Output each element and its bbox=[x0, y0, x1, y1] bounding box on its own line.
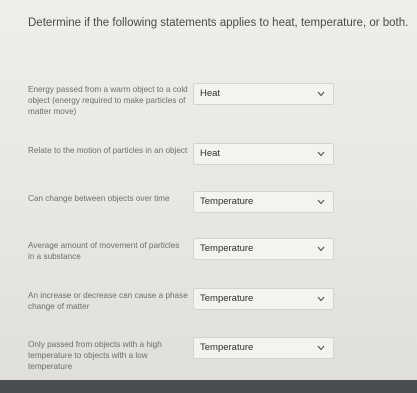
statement-text: Can change between objects over time bbox=[28, 194, 170, 203]
answer-dropdown[interactable] bbox=[193, 191, 334, 213]
answer-dropdown[interactable] bbox=[193, 143, 334, 165]
dropdown-value: Heat bbox=[200, 148, 221, 159]
statement-text: Only passed from objects with a high temperature to objects with a low temperature bbox=[28, 340, 162, 371]
statement-text: Energy passed from a warm object to a cold object (energy required to make particles of matter move) bbox=[28, 85, 188, 116]
dropdown-value: Heat bbox=[200, 88, 221, 99]
dropdown-value: Temperature bbox=[200, 293, 254, 304]
dropdown-value: Temperature bbox=[200, 196, 254, 207]
dropdown-value: Temperature bbox=[200, 243, 254, 254]
instruction-text: Determine if the following statements applies to heat, temperature, or both. bbox=[28, 17, 409, 29]
chevron-down-icon bbox=[317, 345, 325, 351]
chevron-down-icon bbox=[317, 199, 325, 205]
bottom-bar bbox=[0, 380, 417, 393]
answer-dropdown[interactable] bbox=[193, 337, 334, 359]
statement-text: Average amount of movement of particles in a substance bbox=[28, 241, 180, 261]
statement-text: An increase or decrease can cause a phase change of matter bbox=[28, 291, 188, 311]
chevron-down-icon bbox=[317, 151, 325, 157]
chevron-down-icon bbox=[317, 91, 325, 97]
answer-dropdown[interactable] bbox=[193, 288, 334, 310]
chevron-down-icon bbox=[317, 296, 325, 302]
statement-text: Relate to the motion of particles in an object bbox=[28, 146, 188, 155]
dropdown-value: Temperature bbox=[200, 342, 254, 353]
answer-dropdown[interactable] bbox=[193, 83, 334, 105]
answer-dropdown[interactable] bbox=[193, 238, 334, 260]
chevron-down-icon bbox=[317, 246, 325, 252]
